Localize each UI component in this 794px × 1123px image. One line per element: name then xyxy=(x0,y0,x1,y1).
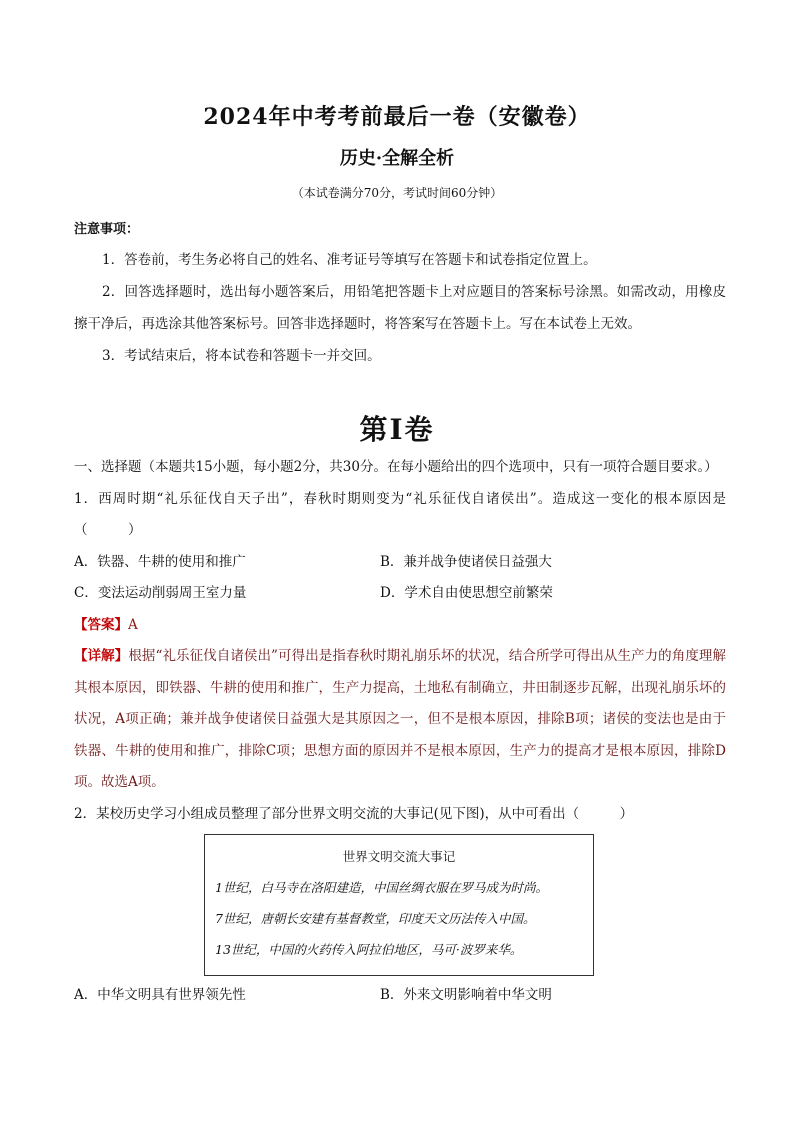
chronicle-box xyxy=(204,834,594,976)
option-b: B．外来文明影响着中华文明 xyxy=(380,987,552,1003)
option-b: B．兼并战争使诸侯日益强大 xyxy=(380,553,552,570)
notice-list xyxy=(74,244,726,372)
exam-meta: （本试卷满分70分，考试时间60分钟） xyxy=(291,186,503,200)
chronicle-line: 7世纪，唐朝长安建有基督教堂，印度天文历法传入中国。 xyxy=(215,911,536,926)
question-1-options xyxy=(74,547,726,610)
question-2-options xyxy=(74,980,726,1012)
option-a: A．中华文明具有世界领先性 xyxy=(74,987,246,1003)
question-content xyxy=(74,452,726,1012)
question-1-analysis xyxy=(74,641,726,799)
answer-tag: 【答案】 xyxy=(74,616,128,633)
exam-subtitle: 历史·全解全析 xyxy=(339,148,455,169)
notice-item: 2．回答选择题时，选出每小题答案后，用铅笔把答题卡上对应题目的答案标号涂黑。如需改动，用橡皮擦干净后，再选涂其他答案标号。回答非选择题时，将答案写在答题卡上。写在本试卷上无效。 xyxy=(74,284,726,332)
chronicle-line: 13世纪，中国的火药传入阿拉伯地区，马可·波罗来华。 xyxy=(215,942,523,957)
analysis-tag: 【详解】 xyxy=(74,648,129,664)
section-header: 一、选择题（本题共15小题，每小题2分，共30分。在每小题给出的四个选项中，只有一项符合题目要求。） xyxy=(74,459,718,475)
question-2-stem: 2．某校历史学习小组成员整理了部分世界文明交流的大事记(见下图)，从中可看出（ ） xyxy=(74,805,634,822)
chronicle-title: 世界文明交流大事记 xyxy=(342,849,456,864)
analysis-text: 根据“礼乐征伐自诸侯出”可得出是指春秋时期礼崩乐坏的状况，结合所学可得出从生产力的角度理解其根本原因，即铁器、牛耕的使用和推广，生产力提高，土地私有制确立，井田制逐步瓦解，出现礼崩乐坏的状况，A项正确；兼并战争使诸侯日益强大是其原因之一，但不是根本原因，排除B项；诸侯的变法也是由于铁器、牛耕的使用和推广，排除C项；思想方面的原因并不是根本原因，生产力的提高才是根本原因，排除D项。故选A项。 xyxy=(74,648,726,790)
question-1-answer xyxy=(74,610,726,642)
notice-item: 1．答卷前，考生务必将自己的姓名、准考证号等填写在答题卡和试卷指定位置上。 xyxy=(102,252,597,268)
exam-title: 2024年中考考前最后一卷（安徽卷） xyxy=(203,104,591,130)
option-c: C．变法运动削弱周王室力量 xyxy=(74,585,247,601)
volume-title: 第Ⅰ卷 xyxy=(359,413,435,446)
option-a: A．铁器、牛耕的使用和推广 xyxy=(74,553,246,570)
option-d: D．学术自由使思想空前繁荣 xyxy=(380,585,553,601)
notice-item: 3．考试结束后，将本试卷和答题卡一并交回。 xyxy=(102,348,381,364)
answer-value: A xyxy=(128,616,138,633)
chronicle-line: 1世纪，白马寺在洛阳建造，中国丝绸衣服在罗马成为时尚。 xyxy=(215,880,548,895)
notice-heading: 注意事项： xyxy=(74,222,140,237)
question-1-stem: 1．西周时期“礼乐征伐自天子出”，春秋时期则变为“礼乐征伐自诸侯出”。造成这一变化的根本原因是（ ） xyxy=(74,490,726,538)
